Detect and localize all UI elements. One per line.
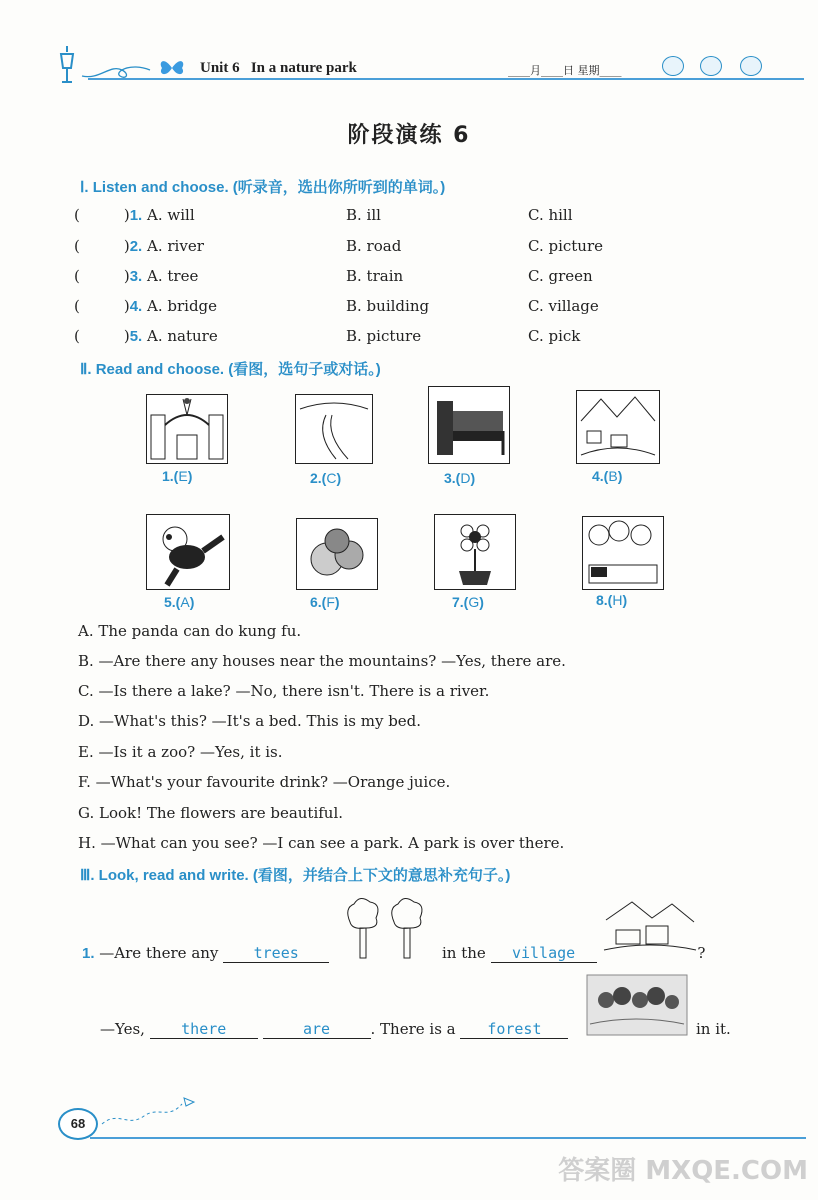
- caption-number: 7.(: [452, 594, 469, 610]
- header-rule: [88, 78, 804, 80]
- question-1-answer-line: [100, 1020, 740, 1039]
- answer-blank-trees[interactable]: trees: [223, 944, 329, 963]
- caption-paren: ): [479, 594, 484, 610]
- section3-heading: Ⅲ. Look, read and write. (看图，并结合上下文的意思补充句子。): [80, 867, 511, 884]
- happy-face-icon: [662, 56, 684, 76]
- answer-paren: (: [74, 237, 80, 255]
- option-c: C. village: [528, 297, 599, 315]
- option-b: B. picture: [346, 327, 422, 345]
- item-number: 1.: [129, 207, 143, 224]
- caption-answer[interactable]: G: [468, 594, 480, 610]
- caption-8: [596, 592, 627, 608]
- caption-answer[interactable]: F: [326, 594, 335, 610]
- section1-item: [74, 206, 754, 224]
- caption-paren: ): [189, 594, 195, 610]
- caption-5: [164, 594, 194, 610]
- caption-paren: ): [334, 594, 340, 610]
- answer-text: . There is a: [370, 1020, 456, 1038]
- caption-answer[interactable]: A: [180, 594, 190, 610]
- caption-number: 5.(: [164, 594, 181, 610]
- watermark: 答案圈 MXQE.COM: [558, 1156, 808, 1186]
- bird-decoration: [98, 1090, 208, 1134]
- caption-2: [310, 470, 341, 486]
- question-text: —Are there any: [99, 944, 219, 962]
- caption-paren: ): [187, 468, 193, 484]
- caption-answer[interactable]: B: [608, 468, 618, 484]
- page-title: 阶段演练 6: [347, 123, 471, 148]
- panda-kungfu-picture: [146, 514, 230, 590]
- caption-answer[interactable]: H: [612, 592, 623, 608]
- option-b: B. ill: [346, 206, 381, 224]
- caption-4: [592, 468, 622, 484]
- answer-paren: ): [123, 237, 130, 255]
- page-number: 68: [58, 1108, 98, 1140]
- option-a: A. tree: [147, 267, 199, 285]
- sentence-g: G. Look! The flowers are beautiful.: [78, 804, 344, 822]
- river-road-picture: [295, 394, 373, 464]
- date-line: ____月____日 星期____: [508, 64, 622, 77]
- option-b: B. building: [346, 297, 430, 315]
- caption-paren: ): [622, 592, 628, 608]
- answer-text: —Yes,: [100, 1020, 145, 1038]
- question-text: in the: [442, 944, 486, 962]
- sentence-h: H. —What can you see? —I can see a park. A park is over there.: [78, 834, 565, 852]
- caption-paren: ): [336, 470, 342, 486]
- answer-end: in it.: [696, 1020, 731, 1038]
- option-a: A. bridge: [147, 297, 218, 315]
- option-b: B. road: [346, 237, 402, 255]
- sentence-d: D. —What's this? —It's a bed. This is my bed.: [78, 712, 422, 730]
- section1-item: [74, 297, 754, 315]
- option-c: C. pick: [528, 327, 581, 345]
- swirl-decoration: [80, 58, 160, 86]
- caption-answer[interactable]: E: [178, 468, 188, 484]
- answer-paren: ): [123, 267, 130, 285]
- park-picture: [582, 516, 664, 590]
- caption-1: [162, 468, 192, 484]
- sentence-c: C. —Is there a lake? —No, there isn't. There is a river.: [78, 682, 490, 700]
- flower-pot-picture: [434, 514, 516, 590]
- orange-picture: [296, 518, 378, 590]
- sentence-b: B. —Are there any houses near the mountains? —Yes, there are.: [78, 652, 566, 670]
- item-number: 2.: [129, 238, 143, 255]
- item-number: 5.: [129, 328, 143, 345]
- lamp-icon: [56, 44, 78, 88]
- option-a: A. will: [147, 206, 195, 224]
- section1-item: [74, 327, 754, 345]
- sad-face-icon: [740, 56, 762, 76]
- option-a: A. river: [147, 237, 204, 255]
- footer-rule: [90, 1137, 806, 1139]
- answer-paren: (: [74, 297, 80, 315]
- village-mountain-picture: [576, 390, 660, 464]
- item-number: 4.: [129, 298, 143, 315]
- caption-number: 8.(: [596, 592, 613, 608]
- answer-paren: ): [123, 327, 130, 345]
- question-1-line-end: [442, 944, 722, 963]
- option-b: B. train: [346, 267, 404, 285]
- sentence-f: F. —What's your favourite drink? —Orange juice.: [78, 773, 451, 791]
- bed-picture: [428, 386, 510, 464]
- answer-paren: (: [74, 206, 80, 224]
- question-mark: ?: [697, 944, 706, 962]
- section1-item: [74, 237, 754, 255]
- answer-paren: ): [123, 206, 130, 224]
- item-number: 3.: [129, 268, 143, 285]
- caption-paren: ): [470, 470, 476, 486]
- unit-title: [200, 60, 357, 77]
- caption-number: 3.(: [444, 470, 461, 486]
- caption-3: [444, 470, 475, 486]
- caption-answer[interactable]: C: [326, 470, 337, 486]
- zoo-gate-picture: [146, 394, 228, 464]
- sentence-e: E. —Is it a zoo? —Yes, it is.: [78, 743, 283, 761]
- caption-7: [452, 594, 484, 610]
- caption-paren: ): [617, 468, 623, 484]
- section1-heading: Ⅰ. Listen and choose. (听录音，选出你所听到的单词。): [80, 179, 446, 196]
- caption-6: [310, 594, 340, 610]
- caption-number: 6.(: [310, 594, 327, 610]
- answer-blank-forest[interactable]: forest: [460, 1020, 568, 1039]
- section2-heading: Ⅱ. Read and choose. (看图，选句子或对话。): [80, 361, 381, 378]
- answer-blank-are[interactable]: are: [263, 1020, 371, 1039]
- caption-number: 4.(: [592, 468, 609, 484]
- answer-blank-village[interactable]: village: [491, 944, 597, 963]
- answer-paren: (: [74, 327, 80, 345]
- neutral-face-icon: [700, 56, 722, 76]
- section1-item: [74, 267, 754, 285]
- sentence-a: A. The panda can do kung fu.: [78, 622, 302, 640]
- option-c: C. picture: [528, 237, 604, 255]
- option-c: C. green: [528, 267, 593, 285]
- answer-paren: (: [74, 267, 80, 285]
- caption-number: 1.(: [162, 468, 179, 484]
- caption-number: 2.(: [310, 470, 327, 486]
- option-c: C. hill: [528, 206, 573, 224]
- answer-paren: ): [123, 297, 130, 315]
- unit-number: Unit 6: [200, 60, 240, 76]
- unit-name: In a nature park: [250, 60, 357, 76]
- answer-blank-there[interactable]: there: [150, 1020, 258, 1039]
- option-a: A. nature: [147, 327, 218, 345]
- caption-answer[interactable]: D: [460, 470, 471, 486]
- question-number: 1.: [82, 945, 95, 962]
